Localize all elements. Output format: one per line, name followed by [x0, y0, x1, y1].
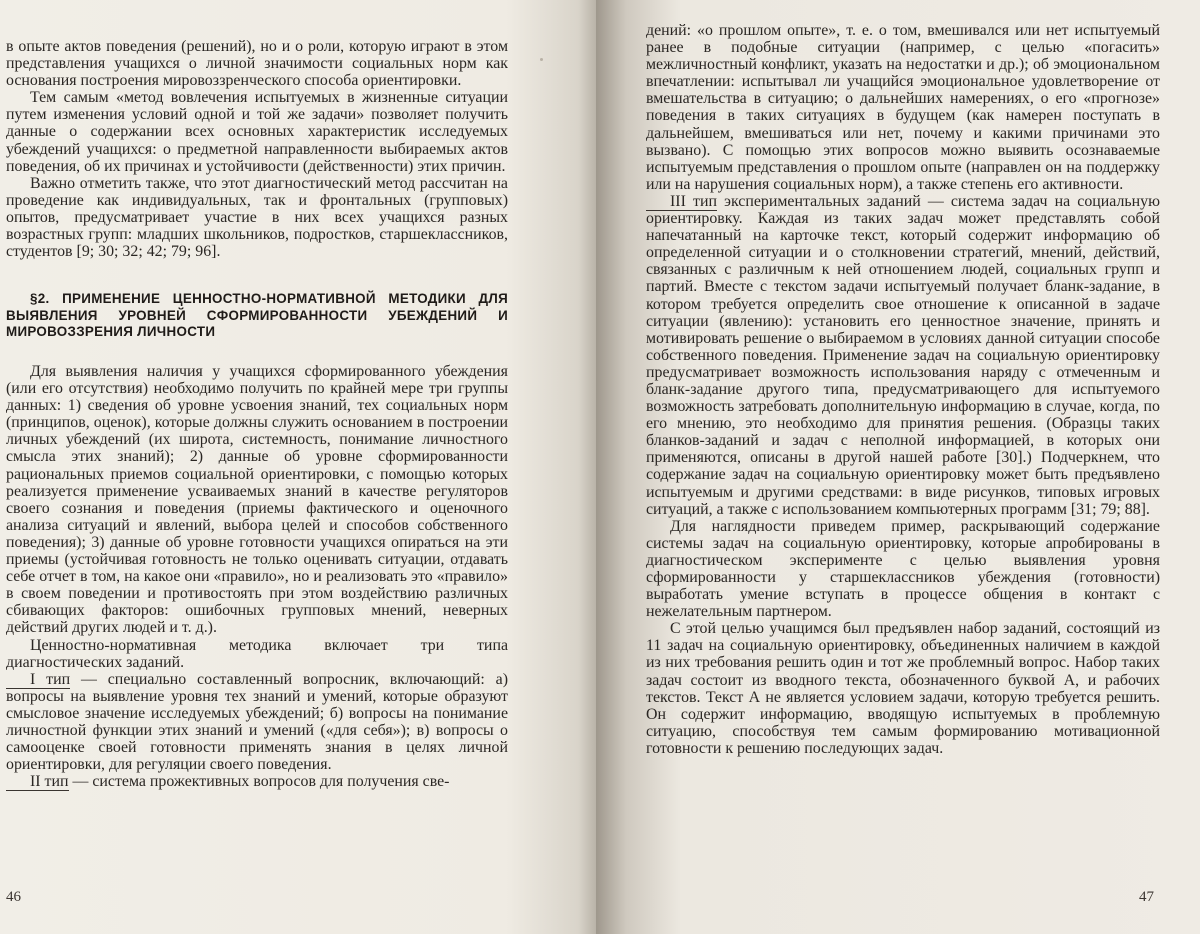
page-number-left: 46 — [6, 889, 21, 905]
type-2-text: — система прожективных вопросов для получения све- — [68, 773, 450, 791]
paragraph: в опыте актов поведения (решений), но и о роли, которую играют в этом представления учащихся о личной значимости социальных норм как основания построения мировоззренческого способа ориентировки. — [6, 38, 508, 90]
section-heading-text: §2. ПРИМЕНЕНИЕ ЦЕННОСТНО-НОРМАТИВНОЙ МЕТОДИКИ ДЛЯ ВЫЯВЛЕНИЯ УРОВНЕЙ СФОРМИРОВАННОСТИ УБЕЖДЕНИЙ И МИРОВОЗЗРЕНИЯ ЛИЧНОСТИ — [6, 291, 508, 340]
right-page — [596, 0, 1200, 934]
paragraph: Тем самым «метод вовлечения испытуемых в жизненные ситуации путем изменения условий одной и той же задачи» позволяет получить данные о содержании всех основных характеристик исследуемых убеждений учащихся: о предметной направленности выбираемых актов поведения, об их причинах и устойчивости (действенности) этих причин. — [6, 89, 508, 175]
type-1-paragraph — [6, 671, 508, 774]
type-1-label: I тип — [6, 671, 70, 689]
left-text-column — [6, 38, 508, 790]
paragraph: Для наглядности приведем пример, раскрывающий содержание системы задач на социальную ориентировку, которые апробированы в диагностическом эксперименте с целью выявления уровня сформированности у старшеклассников убеждения (готовности) выработать умение вступать в процессе общения в контакт с нежелательным партнером. — [646, 517, 1160, 621]
section-heading — [6, 291, 508, 341]
paper-speck — [540, 58, 543, 61]
paragraph: Для выявления наличия у учащихся сформированного убеждения (или его отсутствия) необходимо получить по крайней мере три группы данных: 1) сведения об уровне усвоения знаний, тех социальных норм (принципов, оценок), которые должны служить основанием в построении личных убеждений (их широта, системность, понимание личностного смысла этих знаний); 2) данные об уровне сформированности рациональных приемов социальной ориентировки, с помощью которых реализуется применение усваиваемых знаний в качестве регуляторов своего сознания и поведения (приемы фактического и оценочного анализа ситуаций и явлений, выбора целей и способов собственного поведения); 3) данные об уровне готовности учащихся опираться на эти приемы (устойчивая готовность не только оценивать ситуации, отдавать себе отчет в том, на какое они «правило», но и реализовать это «правило» в своем поведении и противостоять при этом воздействию различных сбивающих факторов: ошибочных групповых мнений, неверных действий других людей и т. д.). — [6, 363, 508, 637]
paragraph: Важно отметить также, что этот диагностический метод рассчитан на проведение как индивидуальных, так и фронтальных (групповых) опытов, предусматривает участие в них всех учащихся разных возрастных групп: младших школьников, подростков, старшеклассников, студентов [9; 30; 32; 42; 79; 96]. — [6, 174, 508, 261]
page-number-right: 47 — [1139, 889, 1154, 905]
type-2-paragraph — [6, 773, 508, 790]
paragraph: Ценностно-нормативная методика включает три типа диагностических заданий. — [6, 636, 508, 671]
type-3-label: III тип — [646, 193, 717, 211]
type-3-text: экспериментальных заданий — система задач на социальную ориентировку. Каждая из таких задач может представлять собой напечатанный на карточке текст, который содержит информацию об определенной ситуации и о столкновении стратегий, мнений, действий, связанных с различным к ней отношением людей, социальных групп и партий. Вместе с текстом задачи испытуемый получает бланк-задание, в котором требуется определить свое отношение к описанной в задаче ситуации (явлению): установить его ценностное значение, принять и мотивировать решение о выбираемом в условиях данной ситуации способе собственного поведения. Применение задач на социальную ориентировку предусматривает возможность использования наряду с отмеченным и бланк-задание другого типа, предусматривающего для испытуемого возможность затребовать дополнительную информацию в случае, когда, по его мнению, это необходимо для принятия решения. (Образцы таких бланков-заданий и задач с неполной информацией, в которых они применяются, описаны в другой нашей работе [30].) Подчеркнем, что содержание задач на социальную ориентировку может быть предъявлено испытуемым и другими средствами: в виде рисунков, типовых игровых ситуаций, а также с использованием компьютерных программ [31; 79; 88]. — [646, 192, 1160, 518]
right-text-column — [646, 22, 1160, 757]
paragraph: дений: «о прошлом опыте», т. е. о том, вмешивался или нет испытуемый ранее в подобные ситуации (например, с целью «погасить» межличностный конфликт, указать на недостатки и др.); об эмоциональном впечатлении: испытывал ли учащийся эмоциональное удовлетворение от вмешательства в ситуацию; о дальнейших намерениях, о его «прогнозе» поведения в таких ситуациях в будущем (как намерен поступать в дальнейшем, вмешиваться или нет, почему и какими причинами это вызвано). С помощью этих вопросов можно выявить осознаваемые испытуемым представления о прошлом опыте (направлен он на поддержку или на нарушения социальных норм), а также степень его активности. — [646, 22, 1160, 193]
type-2-label: II тип — [6, 773, 69, 791]
type-3-paragraph — [646, 193, 1160, 518]
type-1-text: — специально составленный вопросник, включающий: а) вопросы на выявление уровня тех знаний и умений, которые образуют смысловое значение исследуемых убеждений; б) вопросы на понимание личностной функции этих знаний и умений («для себя»); в) вопросы о самооценке своей готовности применять знания в целях личной ориентировки, для регуляции своего поведения. — [6, 670, 508, 774]
left-page — [0, 0, 596, 934]
paragraph: С этой целью учащимся был предъявлен набор заданий, состоящий из 11 задач на социальную ориентировку, объединенных наличием в каждой из них требования решить один и тот же проблемный вопрос. Набор таких задач состоит из вводного текста, обозначенного буквой А, и рабочих текстов. Текст А не является условием задачи, которую требуется решить. Он содержит информацию, вводящую испытуемых в проблемную ситуацию, способствуя тем самым формированию мотивационной готовности к решению последующих задач. — [646, 620, 1160, 757]
